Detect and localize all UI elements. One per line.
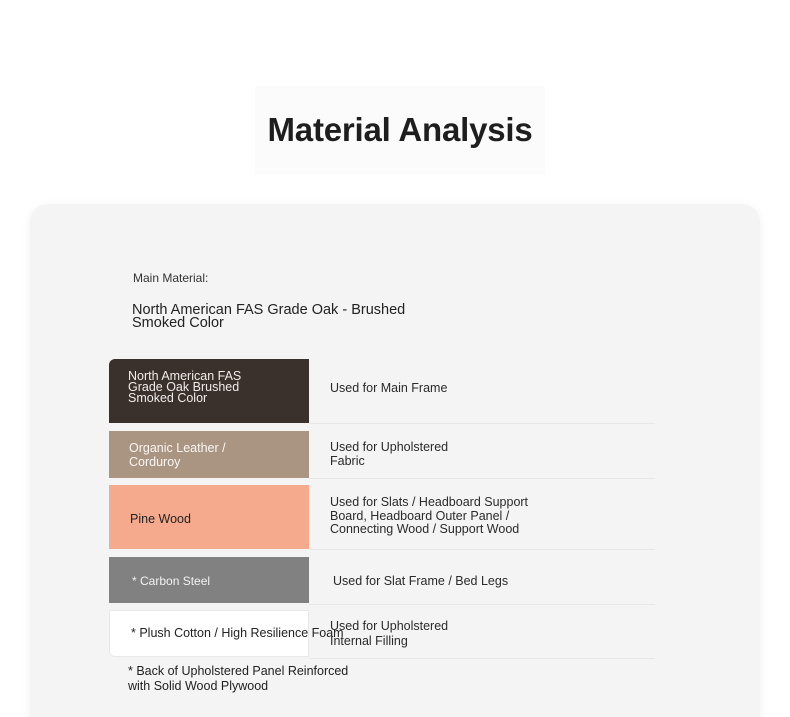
page-title: Material Analysis: [267, 111, 533, 148]
material-usage: Used for Slats / Headboard Support Board, Headboard Outer Panel / Connecting Wood / Support Wood: [330, 495, 529, 536]
material-swatch-leather: [109, 431, 309, 478]
row-divider: [309, 478, 655, 479]
row-divider: [309, 423, 655, 424]
material-usage: Used for Main Frame: [330, 381, 448, 395]
main-material-label: Main Material:: [133, 271, 209, 285]
material-swatch-steel: [109, 557, 309, 603]
material-usage: Used for Upholstered Internal Filling: [330, 619, 449, 648]
material-name: Pine Wood: [130, 512, 191, 526]
material-swatch-foam: [109, 610, 344, 657]
material-name: * Carbon Steel: [132, 574, 211, 588]
footnote: * Back of Upholstered Panel Reinforced with Solid Wood Plywood: [128, 664, 349, 693]
material-name: North American FAS Grade Oak Brushed Smoked Color: [128, 369, 242, 405]
row-divider: [309, 658, 655, 659]
material-swatch-pine: [109, 485, 309, 549]
title-container: [255, 86, 545, 174]
material-usage: Used for Upholstered Fabric: [330, 440, 449, 468]
row-divider: [309, 549, 655, 550]
row-divider: [309, 604, 655, 605]
material-name: * Plush Cotton / High Resilience Foam: [131, 626, 344, 640]
material-usage: Used for Slat Frame / Bed Legs: [333, 574, 509, 588]
material-name: Organic Leather / Corduroy: [129, 441, 226, 469]
material-swatch-oak: [109, 359, 309, 423]
main-material-value: North American FAS Grade Oak - Brushed Smoked Color: [132, 302, 406, 331]
